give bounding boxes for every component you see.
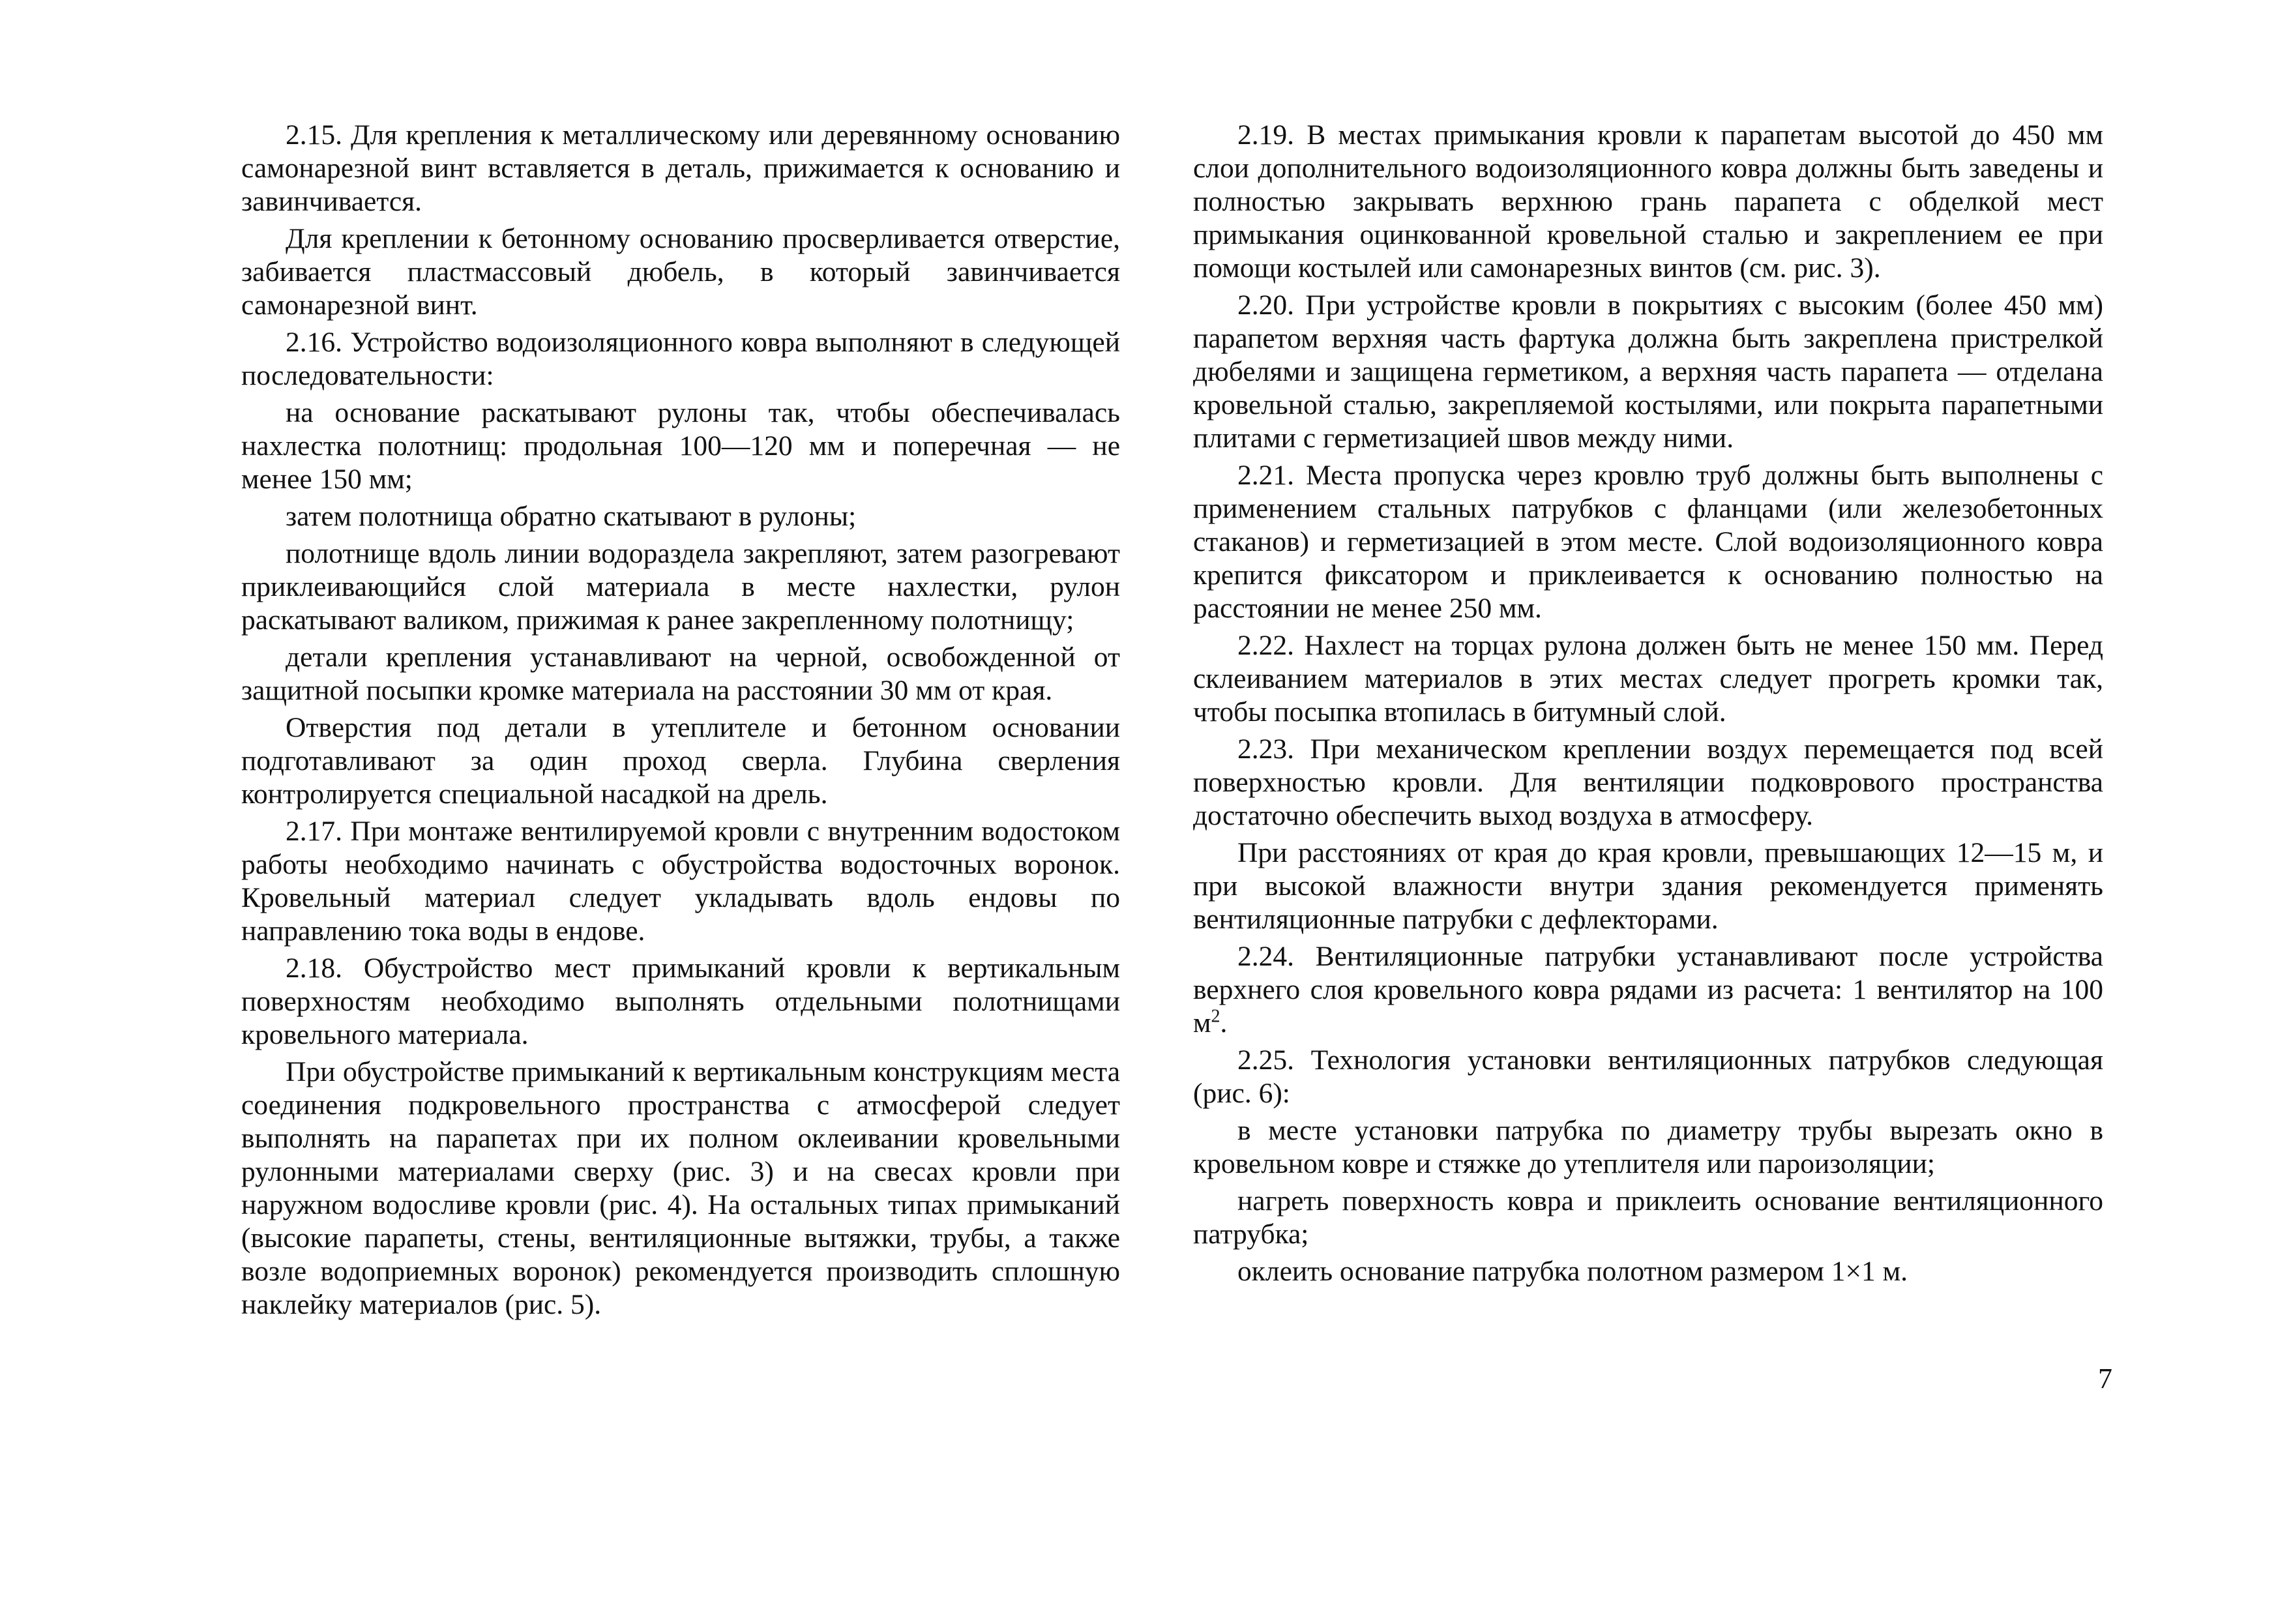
page-number: 7	[2098, 1363, 2112, 1395]
paragraph-2-24-text: 2.24. Вентиляционные патрубки устанавливают после устройства верхнего слоя кровельного ковра рядами из расчета: 1 вентилятор на 100 м	[1193, 941, 2103, 1039]
paragraph-fix-and-heat: полотнище вдоль линии водораздела закрепляют, затем разогревают приклеивающийся слой материала в месте нахлестки, рулон раскатывают валиком, прижимая к ранее закрепленному полотнищу;	[241, 538, 1120, 636]
paragraph-2-16: 2.16. Устройство водоизоляционного ковра выполняют в следующей последовательности:	[241, 327, 1120, 391]
paragraph-2-24-suffix: .	[1220, 1007, 1228, 1039]
paragraph-2-18: 2.18. Обустройство мест примыканий кровли к вертикальным поверхностям необходимо выполнять отдельными полотнищами кровельного материала.	[241, 952, 1120, 1050]
paragraph-2-15: 2.15. Для крепления к металлическому или деревянному основанию самонарезной винт вставляется в деталь, прижимается к основанию и завинчивается.	[241, 119, 1120, 217]
paragraph-2-23: 2.23. При механическом креплении воздух перемещается под всей поверхностью кровли. Для вентиляции подковрового пространства достаточно обеспечить выход воздуха в атмосферу.	[1193, 733, 2103, 831]
paragraph-roll-out: на основание раскатывают рулоны так, чтобы обеспечивалась нахлестка полотнищ: продольная 100—120 мм и поперечная — не менее 150 мм;	[241, 397, 1120, 495]
paragraph-junctions: При обустройстве примыканий к вертикальным конструкциям места соединения подкровельного пространства с атмосферой следует выполнять на парапетах при их полном оклеивании кровельными рулонными материалами сверху (рис. 3) и на свесах кровли при наружном водосливе кровли (рис. 4). На остальных типах примыканий (высокие парапеты, стены, вентиляционные вытяжки, трубы, а также возле водоприемных воронок) рекомендуется производить сплошную наклейку материалов (рис. 5).	[241, 1056, 1120, 1320]
paragraph-2-25: 2.25. Технология установки вентиляционных патрубков следующая (рис. 6):	[1193, 1044, 2103, 1109]
paragraph-2-21: 2.21. Места пропуска через кровлю труб должны быть выполнены с применением стальных патрубков с фланцами (или железобетонных стаканов) и герметизацией в этом месте. Слой водоизоляционного ковра крепится фиксатором и приклеивается к основанию полностью на расстоянии не менее 250 мм.	[1193, 460, 2103, 624]
paragraph-2-22: 2.22. Нахлест на торцах рулона должен быть не менее 150 мм. Перед склеиванием материалов в этих местах следует прогреть кромки так, чтобы посыпка втопилась в битумный слой.	[1193, 630, 2103, 728]
paragraph-heat-and-glue: нагреть поверхность ковра и приклеить основание вентиляционного патрубка;	[1193, 1185, 2103, 1250]
paragraph-2-17: 2.17. При монтаже вентилируемой кровли с внутренним водостоком работы необходимо начинать с обустройства водосточных воронок. Кровельный материал следует укладывать вдоль ендовы по направлению тока воды в ендове.	[241, 816, 1120, 947]
paragraph-2-19: 2.19. В местах примыкания кровли к парапетам высотой до 450 мм слои дополнительного водоизоляционного ковра должны быть заведены и полностью закрывать верхнюю грань парапета с обделкой мест примыкания оцинкованной кровельной сталью и закреплением ее при помощи костылей или самонарезных винтов (см. рис. 3).	[1193, 119, 2103, 284]
paragraph-roll-back: затем полотнища обратно скатывают в рулоны;	[286, 501, 857, 532]
right-text-column	[1193, 119, 2103, 1292]
paragraph-distances: При расстояниях от края до края кровли, превышающих 12—15 м, и при высокой влажности внутри здания рекомендуется применять вентиляционные патрубки с дефлекторами.	[1193, 837, 2103, 935]
paragraph-fastener-placement: детали крепления устанавливают на черной, освобожденной от защитной посыпки кромке материала на расстоянии 30 мм от края.	[241, 642, 1120, 706]
paragraph-cover-base: оклеить основание патрубка полотном размером 1×1 м.	[1237, 1256, 1908, 1287]
left-text-column	[241, 119, 1120, 1325]
paragraph-concrete-fastening: Для креплении к бетонному основанию просверливается отверстие, забивается пластмассовый дюбель, в который завинчивается самонарезной винт.	[241, 223, 1120, 321]
paragraph-2-24	[1193, 940, 2103, 1040]
paragraph-drilling: Отверстия под детали в утеплителе и бетонном основании подготавливают за один проход сверла. Глубина сверления контролируется специальной насадкой на дрель.	[241, 712, 1120, 810]
square-superscript: 2	[1211, 1006, 1220, 1027]
paragraph-2-20: 2.20. При устройстве кровли в покрытиях с высоким (более 450 мм) парапетом верхняя часть фартука должна быть закреплена пристрелкой дюбелями и защищена герметиком, а верхняя часть парапета — отделана кровельной сталью, закрепляемой костылями, или покрыта парапетными плитами с герметизацией швов между ними.	[1193, 289, 2103, 454]
paragraph-cut-window: в месте установки патрубка по диаметру трубы вырезать окно в кровельном ковре и стяжке до утеплителя или пароизоляции;	[1193, 1115, 2103, 1179]
